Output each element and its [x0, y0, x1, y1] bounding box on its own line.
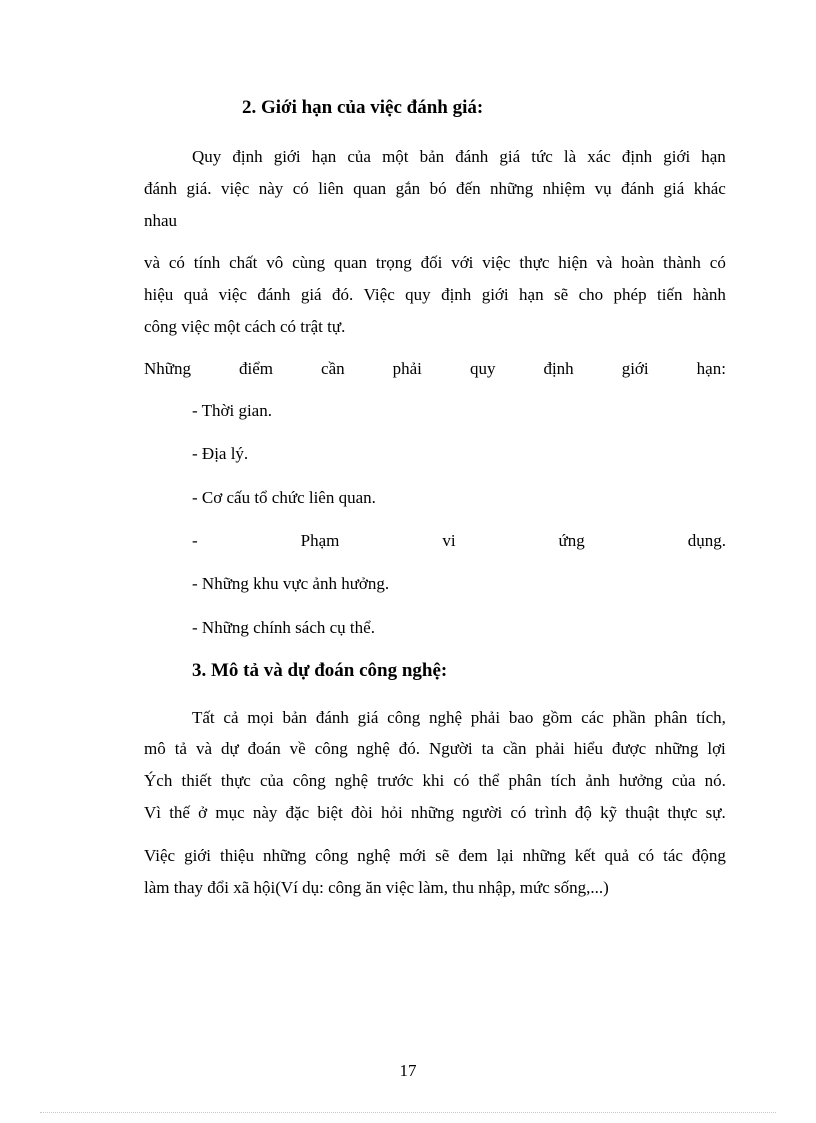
word: thực [519, 253, 550, 272]
word: hạn [701, 147, 726, 166]
word: có [168, 253, 185, 272]
word: giới [184, 846, 211, 865]
word: bản [282, 708, 308, 727]
bullet-item: - Địa lý. [192, 444, 249, 463]
word: với [451, 253, 474, 272]
word: định [232, 147, 263, 166]
word: khác [693, 179, 726, 198]
word: phải [535, 739, 565, 758]
word: định [441, 285, 472, 304]
word: đánh [315, 708, 349, 727]
word: những [655, 739, 699, 758]
word: đó. [398, 739, 420, 758]
word: tức [531, 147, 553, 166]
word: khi [422, 771, 445, 790]
word: quả [604, 846, 630, 865]
word: dự [220, 739, 239, 758]
word: lợi [707, 739, 726, 758]
word: thiệu [219, 846, 254, 865]
word: cả [223, 708, 239, 727]
word: những [410, 803, 455, 822]
word: hạn [519, 285, 544, 304]
points-intro-line [144, 358, 726, 380]
word: thiết [181, 771, 212, 790]
word: Quy [192, 147, 222, 166]
word: ứng [558, 531, 585, 550]
word: Việc [363, 285, 395, 304]
section-3-paragraph-1-line-2 [144, 738, 726, 760]
word: vô [266, 253, 284, 272]
word: thành [663, 253, 701, 272]
word: thực [667, 803, 698, 822]
word: tác [663, 846, 683, 865]
section-2-heading: 2. Giới hạn của việc đánh giá: [242, 97, 484, 118]
word: công [292, 771, 326, 790]
word: của [260, 771, 284, 790]
word: tiến [656, 285, 683, 304]
word: định [621, 147, 653, 166]
page-bottom-border [40, 1112, 776, 1113]
bullet-item: - Cơ cấu tổ chức liên quan. [192, 488, 376, 507]
word: nghệ [428, 708, 463, 727]
word: đánh [144, 179, 178, 198]
word: mọi [247, 708, 274, 727]
word: ảnh [585, 771, 610, 790]
word: là [563, 147, 577, 166]
word: giới [663, 147, 691, 166]
word: kết [574, 846, 596, 865]
word: những [522, 846, 566, 865]
word: của [671, 771, 696, 790]
word: nó. [704, 771, 726, 790]
word: bó [429, 179, 447, 198]
word: thế [169, 803, 190, 822]
word: giá. [186, 179, 212, 198]
word: đánh [455, 147, 489, 166]
word: phân [654, 708, 688, 727]
word: giá [300, 285, 322, 304]
word: ta [481, 739, 494, 758]
word: công [315, 846, 349, 865]
word: và [195, 739, 212, 758]
word: cần [321, 359, 345, 378]
word: gắn [395, 179, 421, 198]
word: vụ [594, 179, 612, 198]
word: đoán [247, 739, 281, 758]
word: nghệ [356, 739, 390, 758]
word: quy [469, 359, 496, 378]
word: bao [508, 708, 534, 727]
word: ở [198, 803, 208, 822]
word: thể [478, 771, 500, 790]
section-2-paragraph-2-line-1 [144, 252, 726, 274]
word: cần [502, 739, 527, 758]
word: mới [399, 846, 427, 865]
word: Việc [144, 846, 176, 865]
section-2-paragraph-1-line-3: nhau [144, 211, 178, 230]
word: phải [470, 708, 501, 727]
bullet-item-spread [192, 530, 726, 552]
word: giới [621, 359, 649, 378]
word: biệt [317, 803, 343, 822]
word: trình [534, 803, 567, 822]
word: và [596, 253, 613, 272]
word: đến [456, 179, 481, 198]
page-number: 17 [399, 1061, 417, 1080]
word: nhiệm [542, 179, 586, 198]
section-3-paragraph-1-line-1 [192, 707, 726, 729]
section-2-paragraph-2-line-3: công việc một cách có trật tự. [144, 317, 346, 336]
word: trước [377, 771, 414, 790]
word: hạn: [696, 359, 726, 378]
word: Phạm [300, 531, 340, 550]
section-3-paragraph-1-line-3 [144, 770, 726, 792]
word: sẽ [435, 846, 450, 865]
word: nghệ [357, 846, 391, 865]
word: thực [220, 771, 251, 790]
word: có [638, 846, 655, 865]
word: đòi [351, 803, 373, 822]
section-2-paragraph-1-line-1 [192, 146, 726, 168]
word: những [490, 179, 534, 198]
word: về [289, 739, 306, 758]
bullet-item: - Những khu vực ảnh hưởng. [192, 574, 390, 593]
word: liên [318, 179, 344, 198]
word: này [252, 803, 278, 822]
word: các [581, 708, 604, 727]
word: độ [574, 803, 592, 822]
word: sự. [705, 803, 726, 822]
word: tích [550, 771, 577, 790]
word: hiện [558, 253, 588, 272]
word: chất [229, 253, 258, 272]
section-3-paragraph-2-line-1 [144, 845, 726, 867]
word: gồm [542, 708, 573, 727]
word: định [543, 359, 574, 378]
word: hành [692, 285, 726, 304]
word: quy [405, 285, 431, 304]
word: giá [499, 147, 521, 166]
word: Ých [144, 771, 173, 790]
word: người [462, 803, 503, 822]
word: Những [144, 359, 191, 378]
word: Vì [144, 803, 161, 822]
word: - [192, 531, 198, 550]
word: này [258, 179, 284, 198]
word: phải [392, 359, 422, 378]
word: đem [458, 846, 488, 865]
word: những [262, 846, 307, 865]
word: đặc [285, 803, 310, 822]
word: Tất [192, 708, 215, 727]
bullet-item: - Thời gian. [192, 401, 272, 420]
word: xác [587, 147, 611, 166]
section-2-paragraph-2-line-2 [144, 284, 726, 306]
word: đánh [621, 179, 655, 198]
word: giá [357, 708, 379, 727]
word: phép [613, 285, 647, 304]
word: việc [218, 285, 247, 304]
word: có [510, 803, 527, 822]
word: hạn [311, 147, 337, 166]
section-2-paragraph-1-line-2 [144, 178, 726, 200]
word: sẽ [554, 285, 569, 304]
word: Người [428, 739, 473, 758]
word: quan [353, 179, 387, 198]
word: vi [442, 531, 456, 550]
word: kỹ [600, 803, 618, 822]
word: cho [578, 285, 604, 304]
word: tích, [696, 708, 726, 727]
section-3-paragraph-2-line-2: làm thay đổi xã hội(Ví dụ: công ăn việc làm, thu nhập, mức sống,...) [144, 878, 609, 897]
word: đó. [332, 285, 354, 304]
word: hỏi [380, 803, 403, 822]
word: trọng [375, 253, 412, 272]
word: quả [183, 285, 209, 304]
word: giá [663, 179, 685, 198]
word: và [144, 253, 161, 272]
word: quan [333, 253, 368, 272]
word: lại [496, 846, 514, 865]
word: công [387, 708, 421, 727]
word: một [382, 147, 409, 166]
word: có [709, 253, 726, 272]
word: mục [215, 803, 245, 822]
word: giới [481, 285, 509, 304]
word: việc [482, 253, 511, 272]
section-3-paragraph-1-line-4 [144, 802, 726, 824]
word: dụng. [687, 531, 726, 550]
word: của [347, 147, 371, 166]
word: phân [508, 771, 542, 790]
word: đánh [257, 285, 291, 304]
word: việc [220, 179, 250, 198]
word: động [691, 846, 726, 865]
word: được [611, 739, 647, 758]
word: phần [612, 708, 646, 727]
word: tả [174, 739, 187, 758]
word: bản [419, 147, 445, 166]
word: công [314, 739, 348, 758]
word: hiệu [144, 285, 174, 304]
word: giới [273, 147, 301, 166]
word: nghệ [334, 771, 368, 790]
word: tính [193, 253, 221, 272]
bullet-item: - Những chính sách cụ thể. [192, 618, 375, 637]
word: mô [144, 739, 166, 758]
section-3-heading: 3. Mô tả và dự đoán công nghệ: [192, 660, 448, 681]
word: điểm [239, 359, 274, 378]
word: cùng [292, 253, 326, 272]
word: hoàn [621, 253, 655, 272]
word: đối [420, 253, 443, 272]
word: hiểu [573, 739, 603, 758]
word: có [292, 179, 309, 198]
word: thuật [625, 803, 660, 822]
word: hưởng [619, 771, 663, 790]
word: có [453, 771, 470, 790]
